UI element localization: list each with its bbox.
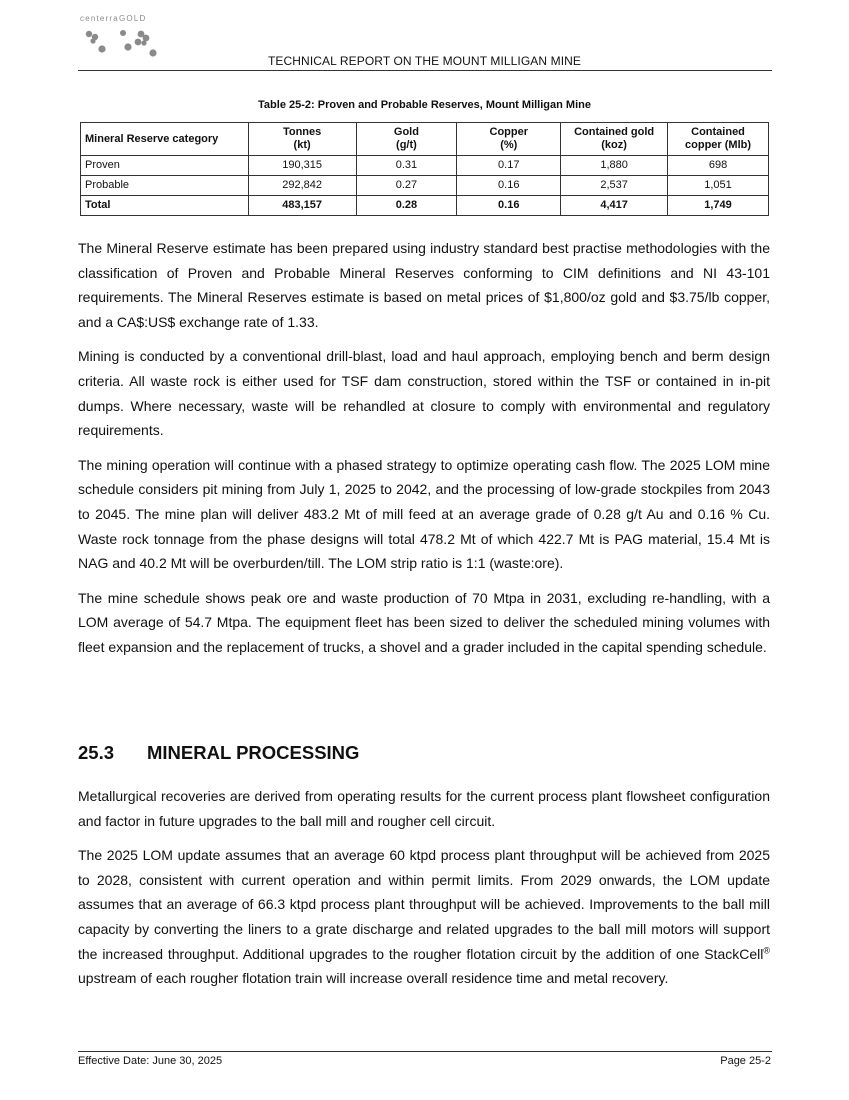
- table-cell: 0.31: [356, 156, 457, 176]
- section-number: 25.3: [78, 742, 115, 763]
- body-text-block: [78, 784, 770, 1001]
- table-cell: 0.28: [356, 196, 457, 216]
- table-cell: 1,749: [668, 196, 769, 216]
- table-cell: 0.16: [457, 196, 561, 216]
- table-header-row: [81, 123, 769, 156]
- report-header-title: TECHNICAL REPORT ON THE MOUNT MILLIGAN MINE: [267, 54, 581, 68]
- column-header: Copper (%): [457, 123, 561, 156]
- table-cell: Probable: [81, 176, 249, 196]
- table-cell: 190,315: [248, 156, 356, 176]
- column-header: Contained gold (koz): [561, 123, 668, 156]
- section-heading: [78, 742, 359, 764]
- paragraph: The mining operation will continue with a phased strategy to optimize operating cash flow. The 2025 LOM mine schedule considers pit mining from July 1, 2025 to 2042, and the processing of low-grade stockpiles from 2043 to 2045. The mine plan will deliver 483.2 Mt of mill feed at an average grade of 0.28 g/t Au and 0.16 % Cu. Waste rock tonnage from the phase designs will total 478.2 Mt of which 422.7 Mt is PAG material, 15.4 Mt is NAG and 40.2 Mt will be overburden/till. The LOM strip ratio is 1:1 (waste:ore).: [78, 456, 770, 572]
- table-cell: 2,537: [561, 176, 668, 196]
- table-cell: 0.27: [356, 176, 457, 196]
- table-cell: 292,842: [248, 176, 356, 196]
- table-cell: 1,880: [561, 156, 668, 176]
- table-cell: 483,157: [248, 196, 356, 216]
- paragraph: The mine schedule shows peak ore and waste production of 70 Mtpa in 2031, excluding re-handling, with a LOM average of 54.7 Mtpa. The equipment fleet has been sized to deliver the scheduled mining volumes with fleet expansion and the replacement of trucks, a shovel and a grader included in the capital spending schedule.: [78, 589, 770, 655]
- table-cell: 4,417: [561, 196, 668, 216]
- table-cell: 1,051: [668, 176, 769, 196]
- paragraph: The Mineral Reserve estimate has been prepared using industry standard best practise methodologies with the classification of Proven and Probable Mineral Reserves conforming to CIM definitions and NI 43-101 requirements. The Mineral Reserves estimate is based on metal prices of $1,800/oz gold and $3.75/lb copper, and a CA$:US$ exchange rate of 1.33.: [78, 240, 770, 330]
- reserves-table: [80, 122, 769, 216]
- header-divider: [78, 70, 772, 71]
- effective-date: Effective Date: June 30, 2025: [78, 1055, 223, 1067]
- body-text-block: [78, 236, 770, 670]
- paragraph: The 2025 LOM update assumes that an average 60 ktpd process plant throughput will be achieved from 2025 to 2028, consistent with current operation and within permit limits. From 2029 onwards, the LOM update assumes that an average of 66.3 ktpd process plant throughput will be achieved. Improvements to the ball mill capacity by converting the liners to a grate discharge and related upgrades to the ball mill motors will support the increased throughput. Additional upgrades to the rougher flotation circuit by the addition of one StackCell® upstream of each rougher flotation train will increase overall residence time and metal recovery.: [78, 847, 770, 987]
- logo-text: centerraGOLD: [80, 14, 147, 23]
- page-number: Page 25-2: [720, 1055, 771, 1067]
- section-title: MINERAL PROCESSING: [147, 742, 360, 763]
- table-row: [81, 176, 769, 196]
- table-cell: Proven: [81, 156, 249, 176]
- paragraph: Mining is conducted by a conventional drill-blast, load and haul approach, employing bench and berm design criteria. All waste rock is either used for TSF dam construction, stored within the TSF or contained in in-pit dumps. Where necessary, waste will be rehandled at closure to comply with environmental and regulatory requirements.: [78, 348, 770, 439]
- table-cell: 0.16: [457, 176, 561, 196]
- table-row: [81, 156, 769, 176]
- column-header: Gold (g/t): [356, 123, 457, 156]
- footer-divider: [78, 1051, 772, 1052]
- table-cell: 0.17: [457, 156, 561, 176]
- table-cell: 698: [668, 156, 769, 176]
- table-cell: Total: [81, 196, 249, 216]
- column-header: Mineral Reserve category: [81, 123, 249, 156]
- paragraph: Metallurgical recoveries are derived from operating results for the current process plant flowsheet configuration and factor in future upgrades to the ball mill and rougher cell circuit.: [78, 788, 770, 829]
- table-total-row: [81, 196, 769, 216]
- column-header: Tonnes (kt): [248, 123, 356, 156]
- table-caption: Table 25-2: Proven and Probable Reserves, Mount Milligan Mine: [258, 99, 591, 111]
- column-header: Contained copper (Mlb): [668, 123, 769, 156]
- registered-mark: ®: [763, 944, 770, 955]
